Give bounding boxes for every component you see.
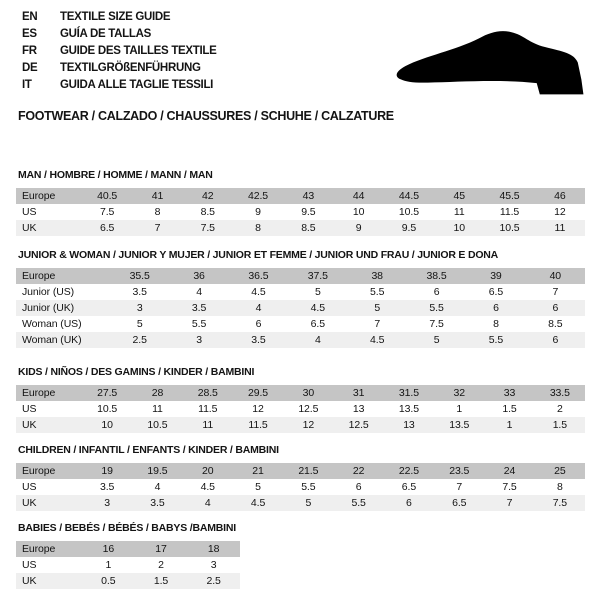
size-cell: 6.5	[401, 481, 417, 493]
size-cell: 11.5	[248, 419, 268, 431]
size-cell: 39	[490, 270, 502, 282]
size-row-europe	[16, 541, 240, 557]
size-row-us	[16, 204, 585, 220]
language-row-en	[22, 9, 217, 26]
size-cell: 8.5	[301, 222, 316, 234]
size-cell: 6.5	[488, 286, 504, 298]
language-title: GUIDA ALLE TAGLIE TESSILI	[60, 79, 214, 91]
section-title-junior-woman: JUNIOR & WOMAN / JUNIOR Y MUJER / JUNIOR ET FEMME / JUNIOR UND FRAU / JUNIOR E DONA	[18, 249, 499, 261]
size-cell: 7	[552, 286, 559, 298]
size-cell: 6	[493, 302, 499, 314]
size-cell: 28	[151, 387, 164, 399]
row-label: Woman (UK)	[22, 334, 82, 346]
size-cell: 3	[136, 302, 143, 314]
size-row-woman-us	[16, 316, 585, 332]
size-cell: 7.5	[552, 497, 567, 509]
size-cell: 21	[252, 465, 264, 477]
size-cell: 10	[352, 206, 365, 218]
size-row-europe	[16, 188, 585, 204]
size-cell: 25	[554, 465, 566, 477]
size-cell: 37.5	[307, 270, 328, 282]
size-cell: 10	[101, 419, 113, 431]
size-cell: 0.5	[101, 575, 116, 587]
row-label: Europe	[22, 465, 56, 477]
size-cell: 41	[151, 190, 164, 202]
size-cell: 38.5	[426, 270, 447, 282]
section-babies	[16, 522, 240, 589]
size-cell: 11	[554, 222, 566, 234]
row-label: Europe	[22, 190, 56, 202]
size-cell: 3.5	[150, 497, 165, 509]
size-cell: 11.5	[499, 206, 520, 218]
size-cell: 6.5	[100, 222, 115, 234]
row-label: UK	[22, 575, 37, 587]
size-cell: 3	[104, 497, 111, 509]
size-cell: 44.5	[398, 190, 419, 202]
size-cell: 7.5	[502, 481, 517, 493]
size-cell: 18	[207, 543, 220, 555]
size-cell: 27.5	[97, 387, 118, 399]
language-row-fr	[22, 43, 217, 60]
size-cell: 12.5	[298, 403, 319, 415]
size-cell: 46	[554, 190, 566, 202]
size-cell: 6.5	[452, 497, 467, 509]
row-label: UK	[22, 419, 37, 431]
row-label: Junior (UK)	[22, 302, 74, 314]
size-cell: 7.5	[100, 206, 115, 218]
size-table-man	[16, 188, 585, 236]
size-cell: 38	[371, 270, 383, 282]
size-cell: 1	[105, 559, 112, 571]
size-cell: 21.5	[298, 465, 319, 477]
size-cell: 40	[549, 270, 562, 282]
size-cell: 5	[314, 286, 321, 298]
size-cell: 22	[352, 465, 365, 477]
row-label: US	[22, 403, 37, 415]
size-cell: 31	[352, 387, 365, 399]
size-cell: 36	[193, 270, 205, 282]
size-cell: 13.5	[398, 403, 419, 415]
section-title-babies: BABIES / BEBÉS / BÉBÉS / BABYS /BAMBINI	[18, 522, 236, 534]
size-cell: 6	[355, 481, 362, 493]
size-cell: 4.5	[200, 481, 215, 493]
size-cell: 28.5	[197, 387, 218, 399]
size-row-europe	[16, 463, 585, 479]
size-cell: 7.5	[429, 318, 444, 330]
size-row-uk	[16, 417, 585, 433]
size-cell: 7	[374, 318, 381, 330]
size-cell: 13	[403, 419, 415, 431]
size-cell: 5	[374, 302, 381, 314]
size-cell: 33	[503, 387, 516, 399]
size-cell: 19.5	[147, 465, 168, 477]
size-cell: 4.5	[250, 497, 266, 509]
language-row-de	[22, 60, 217, 77]
size-cell: 42	[202, 190, 214, 202]
size-cell: 11	[202, 419, 214, 431]
size-cell: 29.5	[248, 387, 269, 399]
size-cell: 45.5	[499, 190, 520, 202]
size-cell: 9	[255, 206, 261, 218]
size-cell: 5.5	[429, 302, 444, 314]
language-title: TEXTILE SIZE GUIDE	[60, 11, 171, 23]
section-man	[16, 169, 585, 236]
size-cell: 3.5	[191, 302, 207, 314]
size-cell: 10.5	[97, 403, 118, 415]
size-row-uk	[16, 573, 240, 589]
size-cell: 6	[552, 302, 559, 314]
size-cell: 3	[196, 334, 202, 346]
size-cell: 43	[302, 190, 315, 202]
size-cell: 10.5	[398, 206, 419, 218]
language-code: IT	[22, 79, 32, 91]
size-cell: 6	[433, 286, 440, 298]
size-cell: 13	[352, 403, 365, 415]
language-row-it	[22, 77, 217, 94]
size-row-uk	[16, 220, 585, 236]
size-cell: 7	[506, 497, 513, 509]
row-label: Woman (US)	[22, 318, 82, 330]
size-table-children	[16, 463, 585, 511]
size-cell: 36.5	[248, 270, 269, 282]
size-cell: 35.5	[129, 270, 150, 282]
size-cell: 2.5	[206, 575, 221, 587]
size-cell: 6	[552, 334, 559, 346]
size-cell: 19	[101, 465, 113, 477]
size-cell: 12.5	[348, 419, 369, 431]
size-cell: 31.5	[398, 387, 419, 399]
language-row-es	[22, 26, 217, 43]
language-code: ES	[22, 28, 37, 40]
size-row-woman-uk	[16, 332, 585, 348]
size-row-us	[16, 401, 585, 417]
size-cell: 4	[255, 302, 262, 314]
size-cell: 7	[154, 222, 161, 234]
section-title-kids: KIDS / NIÑOS / DES GAMINS / KINDER / BAMBINI	[18, 366, 255, 378]
size-cell: 9.5	[401, 222, 417, 234]
size-cell: 2	[158, 559, 164, 571]
size-cell: 11	[152, 403, 163, 415]
size-cell: 8.5	[548, 318, 563, 330]
size-cell: 42.5	[248, 190, 269, 202]
section-kids	[16, 366, 585, 433]
size-cell: 11.5	[198, 403, 218, 415]
size-row-us	[16, 479, 585, 495]
category-heading: FOOTWEAR / CALZADO / CHAUSSURES / SCHUHE / CALZATURE	[18, 109, 394, 123]
language-code: FR	[22, 45, 37, 57]
size-cell: 4	[204, 497, 211, 509]
size-cell: 9.5	[301, 206, 316, 218]
row-label: Europe	[22, 270, 56, 282]
size-cell: 8	[556, 481, 563, 493]
size-cell: 5	[433, 334, 440, 346]
size-cell: 40.5	[97, 190, 118, 202]
size-cell: 45	[453, 190, 465, 202]
size-cell: 4.5	[370, 334, 385, 346]
size-cell: 6	[255, 318, 262, 330]
size-cell: 8	[493, 318, 499, 330]
size-row-us	[16, 557, 240, 573]
size-cell: 3.5	[251, 334, 266, 346]
row-label: US	[22, 559, 37, 571]
size-cell: 32	[453, 387, 465, 399]
size-cell: 5.5	[301, 481, 316, 493]
language-code: DE	[22, 62, 38, 74]
size-cell: 1.5	[502, 403, 517, 415]
size-row-junior-us	[16, 284, 585, 300]
language-title: GUIDE DES TAILLES TEXTILE	[60, 45, 217, 57]
size-cell: 9	[355, 222, 362, 234]
row-label: US	[22, 481, 37, 493]
language-legend	[22, 9, 217, 94]
size-cell: 5	[136, 318, 143, 330]
size-cell: 8	[154, 206, 161, 218]
size-cell: 5.5	[370, 286, 385, 298]
size-cell: 6.5	[310, 318, 325, 330]
section-children	[16, 444, 585, 511]
size-row-uk	[16, 495, 585, 511]
size-cell: 23.5	[449, 465, 470, 477]
size-table-babies	[16, 541, 240, 589]
row-label: Europe	[22, 543, 56, 555]
size-cell: 24	[503, 465, 516, 477]
size-cell: 12	[554, 206, 566, 218]
size-cell: 30	[302, 387, 315, 399]
shoe-silhouette-path	[397, 31, 584, 94]
size-cell: 44	[352, 190, 365, 202]
size-cell: 4	[196, 286, 202, 298]
size-cell: 8	[255, 222, 261, 234]
size-cell: 4	[154, 481, 161, 493]
size-cell: 1	[456, 403, 463, 415]
size-cell: 10.5	[499, 222, 520, 234]
size-cell: 8.5	[200, 206, 215, 218]
size-row-junior-uk	[16, 300, 585, 316]
size-cell: 20	[202, 465, 214, 477]
size-cell: 3.5	[132, 286, 147, 298]
size-cell: 5.5	[488, 334, 504, 346]
language-code: EN	[22, 11, 38, 23]
size-cell: 5.5	[191, 318, 207, 330]
size-cell: 1.5	[153, 575, 169, 587]
size-cell: 22.5	[398, 465, 419, 477]
size-row-europe	[16, 385, 585, 401]
size-cell: 1.5	[552, 419, 567, 431]
size-row-europe	[16, 268, 585, 284]
section-junior-woman	[16, 249, 585, 348]
size-cell: 13.5	[449, 419, 470, 431]
size-cell: 4.5	[310, 302, 325, 314]
size-cell: 2	[556, 403, 563, 415]
size-cell: 16	[102, 543, 115, 555]
size-cell: 33.5	[549, 387, 570, 399]
size-cell: 10	[453, 222, 465, 234]
size-cell: 6	[406, 497, 412, 509]
size-cell: 12	[302, 419, 315, 431]
section-title-children: CHILDREN / INFANTIL / ENFANTS / KINDER / BAMBINI	[18, 444, 279, 456]
size-cell: 12	[252, 403, 264, 415]
size-table-junior-woman	[16, 268, 585, 348]
row-label: US	[22, 206, 37, 218]
language-title: GUÍA DE TALLAS	[60, 28, 151, 40]
size-cell: 4.5	[251, 286, 266, 298]
dress-shoe-icon	[393, 29, 586, 97]
size-cell: 3	[210, 559, 217, 571]
row-label: Junior (US)	[22, 286, 74, 298]
size-cell: 17	[155, 543, 167, 555]
size-cell: 11	[453, 206, 465, 218]
size-cell: 7	[456, 481, 463, 493]
size-cell: 4	[314, 334, 321, 346]
size-cell: 2.5	[132, 334, 147, 346]
size-cell: 10.5	[147, 419, 168, 431]
size-cell: 5.5	[351, 497, 366, 509]
size-cell: 1	[506, 419, 513, 431]
row-label: UK	[22, 222, 37, 234]
language-title: TEXTILGRÖßENFÜHRUNG	[60, 62, 201, 74]
size-table-kids	[16, 385, 585, 433]
size-cell: 5	[255, 481, 261, 493]
size-cell: 5	[305, 497, 312, 509]
section-title-man: MAN / HOMBRE / HOMME / MANN / MAN	[18, 169, 213, 181]
row-label: UK	[22, 497, 37, 509]
size-cell: 7.5	[200, 222, 215, 234]
row-label: Europe	[22, 387, 56, 399]
size-cell: 3.5	[100, 481, 115, 493]
